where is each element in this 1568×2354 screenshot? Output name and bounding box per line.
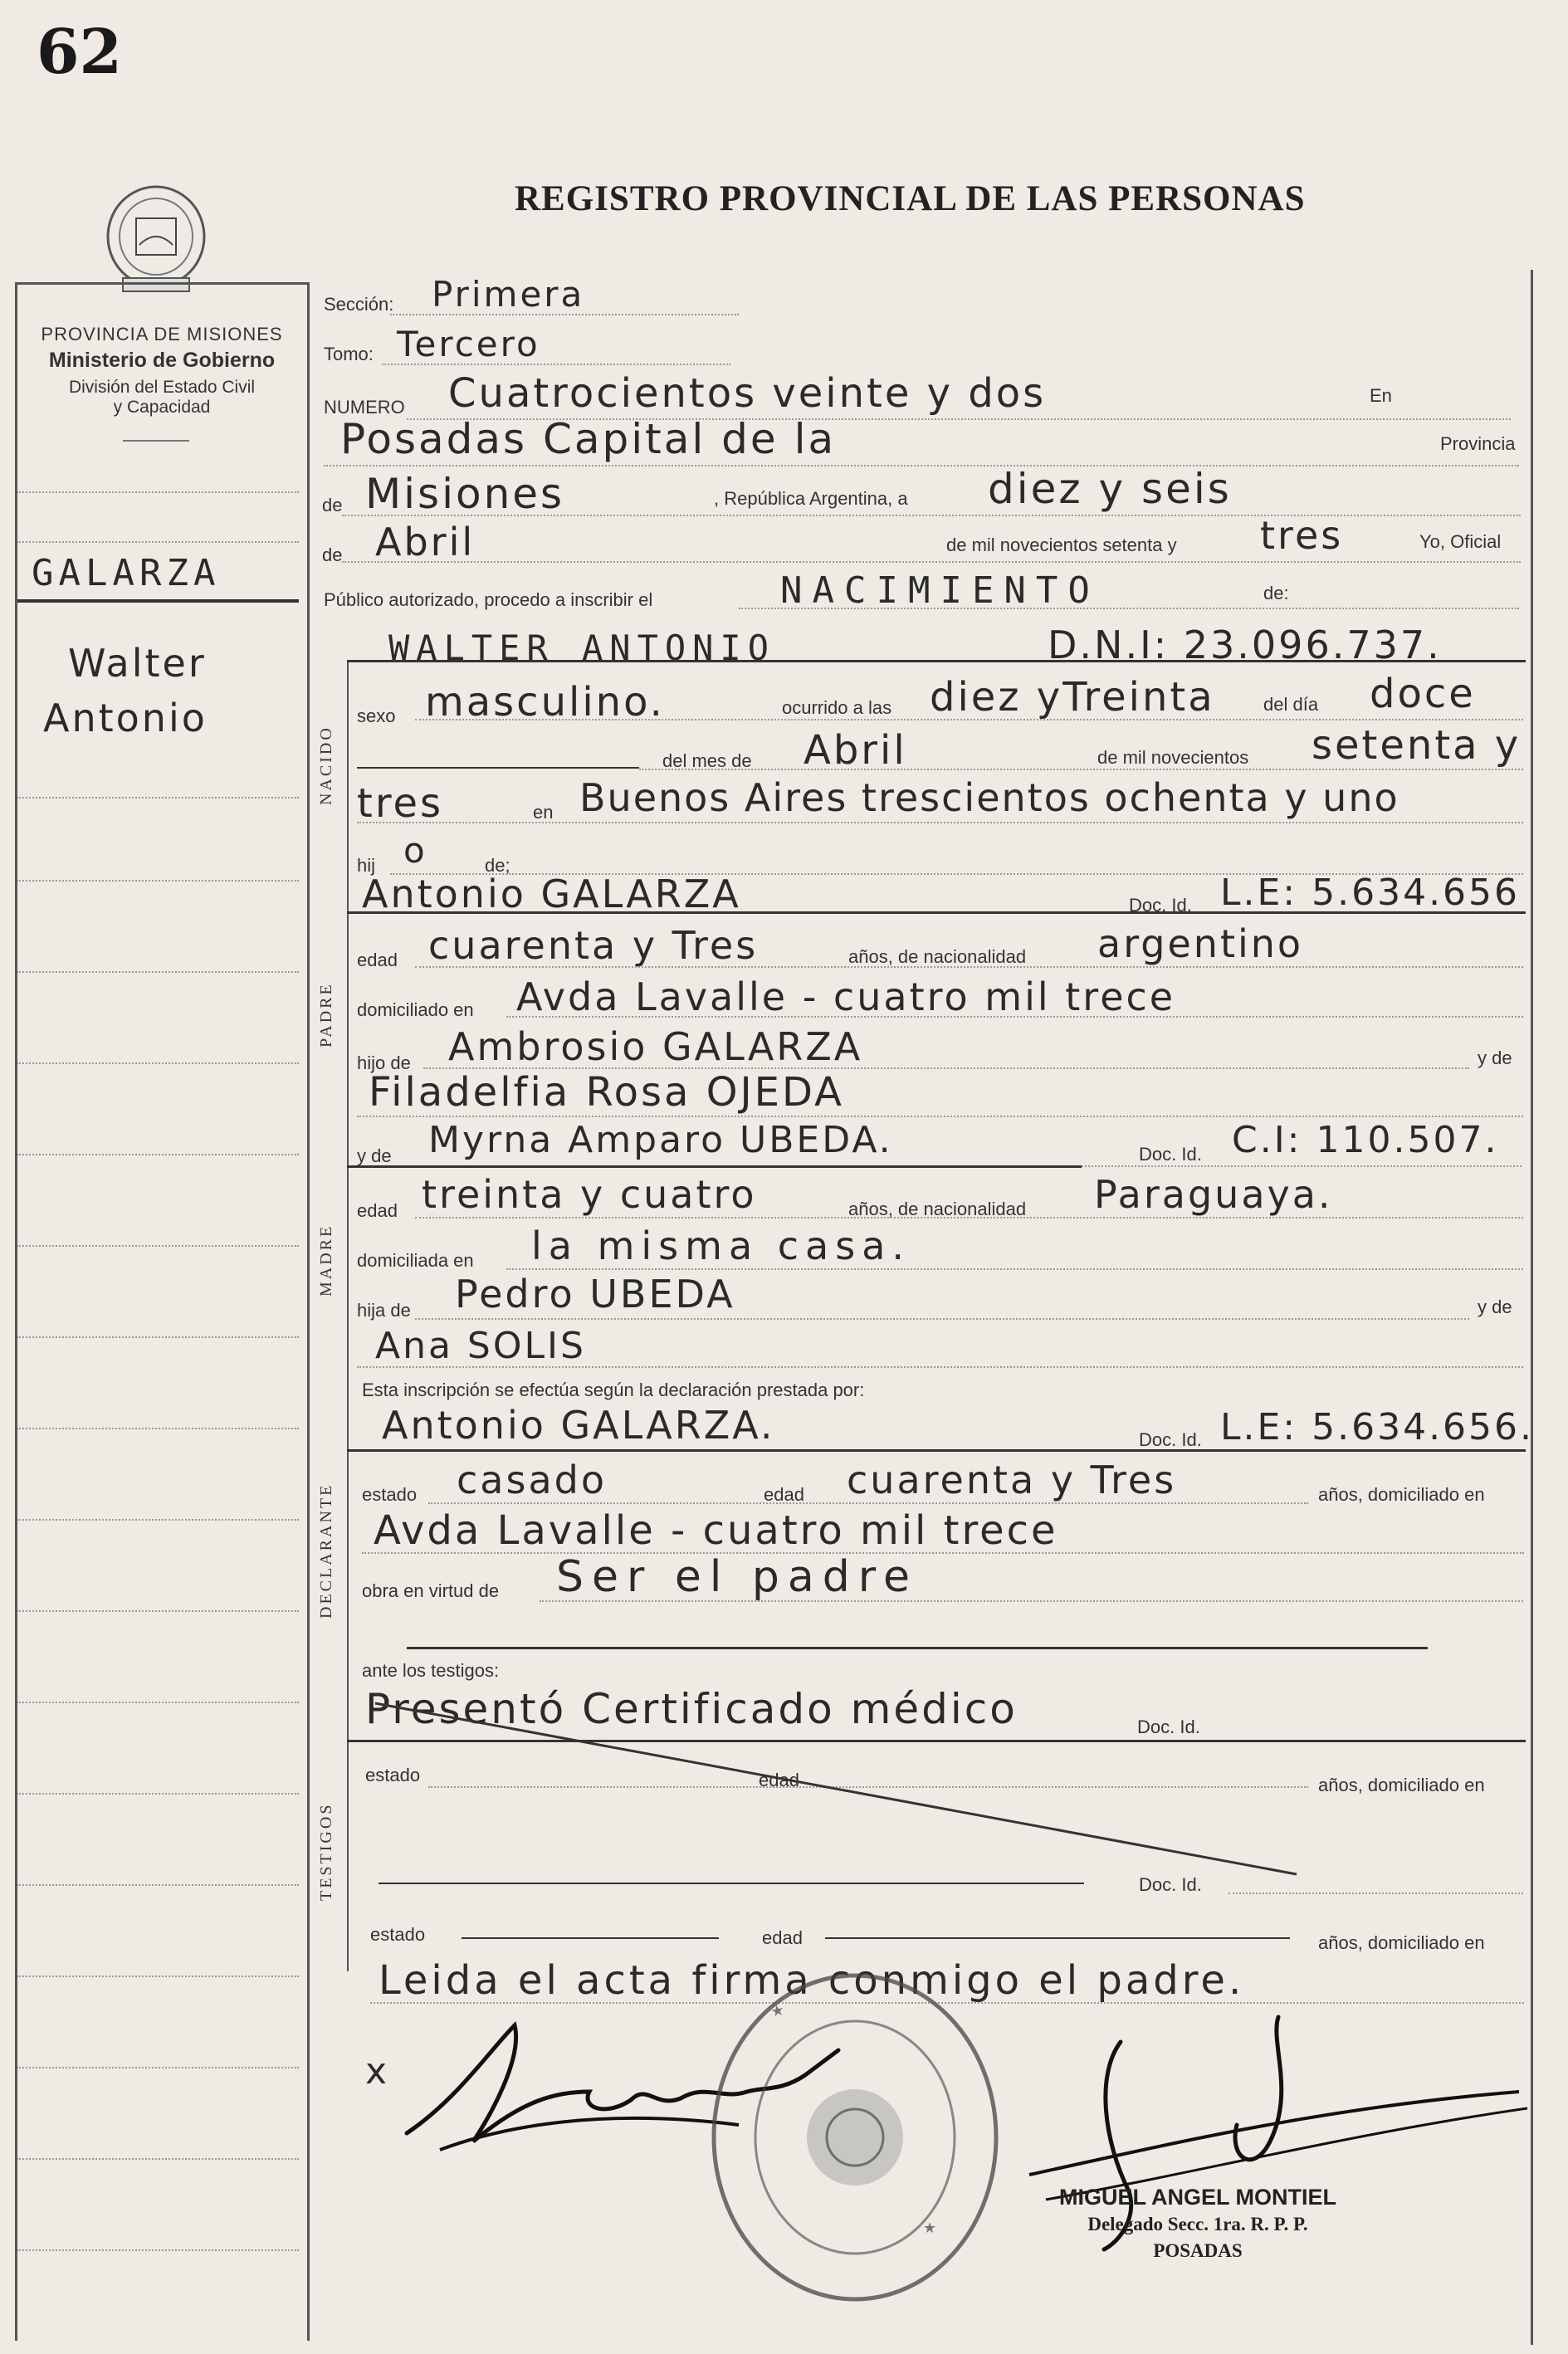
label-en-small: en bbox=[533, 802, 554, 823]
frame-divider-line bbox=[307, 282, 310, 2341]
value-sexo: masculino. bbox=[425, 679, 665, 725]
label-estado-t2: estado bbox=[370, 1924, 426, 1945]
label-de-colon: de: bbox=[1263, 583, 1289, 603]
sidebar-rule bbox=[17, 2249, 299, 2251]
value-tomo: Tercero bbox=[397, 324, 540, 364]
sidebar-rule bbox=[17, 1884, 299, 1886]
label-edad-decl: edad bbox=[764, 1484, 804, 1505]
section-label-madre: MADRE bbox=[317, 1223, 335, 1297]
value-abuelo-m: Pedro UBEDA bbox=[455, 1272, 735, 1316]
sidebar-rule bbox=[17, 1062, 299, 1064]
blank-line bbox=[357, 767, 639, 769]
value-fecha-mes: Abril bbox=[375, 520, 476, 564]
value-hora: diez yTreinta bbox=[930, 674, 1215, 720]
sidebar-header bbox=[17, 324, 307, 418]
label-domiciliada: domiciliada en bbox=[357, 1250, 474, 1271]
label-doc-id-1: Doc. Id. bbox=[1129, 895, 1192, 916]
estado-t2-line bbox=[462, 1937, 719, 1939]
sidebar-rule bbox=[17, 1428, 299, 1429]
label-ocurrido: ocurrido a las bbox=[782, 697, 892, 718]
section-label-padre: PADRE bbox=[317, 982, 335, 1048]
value-anio-2: tres bbox=[357, 780, 444, 827]
division-line-1: División del Estado Civil bbox=[68, 378, 256, 397]
value-madre-dom: la misma casa. bbox=[531, 1223, 911, 1268]
label-de-mil-2: de mil novecientos bbox=[1097, 747, 1249, 768]
label-doc-id-5: Doc. Id. bbox=[1139, 1874, 1202, 1895]
sidebar-given-1: Walter bbox=[68, 641, 207, 686]
svg-text:★: ★ bbox=[923, 2220, 937, 2237]
sidebar-rule bbox=[17, 1610, 299, 1612]
sidebar-rule bbox=[17, 541, 299, 543]
official-name: MIGUEL ANGEL MONTIEL bbox=[1058, 2185, 1336, 2210]
frame-top-left-line bbox=[15, 282, 307, 285]
label-y-de-madre: y de bbox=[357, 1145, 392, 1166]
label-de-1: de bbox=[322, 495, 343, 515]
sidebar-rule bbox=[17, 1519, 299, 1521]
sidebar-rule bbox=[17, 1976, 299, 1977]
sidebar-rule bbox=[17, 491, 299, 493]
value-decl-obra: Ser el padre bbox=[556, 1552, 918, 1602]
label-numero: NUMERO bbox=[324, 397, 405, 418]
value-numero: Cuatrocientos veinte y dos bbox=[448, 370, 1047, 417]
label-edad-madre: edad bbox=[357, 1200, 398, 1221]
label-estado-decl: estado bbox=[362, 1484, 418, 1505]
sidebar-rule bbox=[17, 1702, 299, 1703]
label-del-dia: del día bbox=[1263, 694, 1319, 715]
value-madre-nombre: Myrna Amparo UBEDA. bbox=[428, 1119, 893, 1161]
value-mes: Abril bbox=[804, 727, 907, 774]
section-label-testigos: TESTIGOS bbox=[317, 1802, 335, 1901]
value-decl-edad: cuarenta y Tres bbox=[847, 1458, 1177, 1502]
value-fecha-dia: diez y seis bbox=[988, 465, 1232, 513]
value-abuela-m: Ana SOLIS bbox=[375, 1325, 586, 1367]
value-madre-doc: C.I: 110.507. bbox=[1232, 1119, 1499, 1161]
label-anos-dom-t2: años, domiciliado en bbox=[1318, 1932, 1485, 1953]
sidebar-rule bbox=[17, 880, 299, 882]
label-anos-nac-padre: años, de nacionalidad bbox=[848, 946, 1027, 967]
label-seccion: Sección: bbox=[324, 294, 394, 315]
label-inscripcion: Esta inscripción se efectúa según la declaración prestada por: bbox=[362, 1380, 865, 1400]
sidebar-given-2: Antonio bbox=[43, 696, 208, 740]
label-anos-nac-madre: años, de nacionalidad bbox=[848, 1199, 1027, 1219]
label-edad-padre: edad bbox=[357, 950, 398, 970]
value-lugar-nac: Buenos Aires trescientos ochenta y uno bbox=[579, 775, 1399, 820]
sidebar-rule bbox=[17, 2067, 299, 2068]
sidebar-rule bbox=[17, 2158, 299, 2160]
label-edad-t1: edad bbox=[759, 1770, 799, 1790]
value-dia: doce bbox=[1370, 671, 1476, 717]
label-edad-t2: edad bbox=[762, 1927, 803, 1948]
label-doc-id-3: Doc. Id. bbox=[1139, 1429, 1202, 1450]
sidebar-rule bbox=[17, 797, 299, 799]
label-y-de-2: y de bbox=[1478, 1297, 1512, 1317]
label-hijo-de: hijo de bbox=[357, 1052, 411, 1073]
svg-text:★: ★ bbox=[769, 2000, 786, 2021]
nacido-top-line bbox=[347, 660, 1526, 662]
sidebar-rule bbox=[17, 1154, 299, 1155]
label-de-semicolon: de; bbox=[485, 855, 510, 876]
label-doc-id-2: Doc. Id. bbox=[1139, 1144, 1202, 1165]
label-de-mil: de mil novecientos setenta y bbox=[946, 535, 1177, 555]
value-declarante-doc: L.E: 5.634.656. bbox=[1220, 1406, 1535, 1448]
section-label-declarante: DECLARANTE bbox=[317, 1482, 335, 1619]
official-place: POSADAS bbox=[1153, 2240, 1243, 2261]
province-name: PROVINCIA DE MISIONES bbox=[41, 324, 283, 344]
mark-x: x bbox=[365, 2050, 390, 2093]
value-decl-estado: casado bbox=[457, 1458, 607, 1502]
cancel-stroke bbox=[370, 1693, 1300, 1892]
value-padre-edad: cuarenta y Tres bbox=[428, 923, 759, 968]
madre-top-line bbox=[347, 1165, 1082, 1168]
label-doc-id-4: Doc. Id. bbox=[1137, 1717, 1200, 1737]
page-number: 62 bbox=[37, 17, 122, 88]
label-testigos: ante los testigos: bbox=[362, 1660, 500, 1681]
value-dni-nacido: D.N.I: 23.096.737. bbox=[1048, 623, 1442, 667]
document-title: REGISTRO PROVINCIAL DE LAS PERSONAS bbox=[515, 179, 1306, 218]
value-padre-nac: argentino bbox=[1097, 921, 1304, 966]
value-nombre-nacido: WALTER ANTONIO bbox=[388, 628, 776, 668]
sidebar-divider bbox=[123, 440, 189, 442]
label-yo-oficial: Yo, Oficial bbox=[1419, 531, 1502, 552]
official-stamp-block bbox=[1019, 2185, 1376, 2262]
edad-t2-line bbox=[825, 1937, 1290, 1939]
value-seccion: Primera bbox=[432, 274, 585, 315]
sidebar-rule bbox=[17, 1793, 299, 1795]
label-republica: , República Argentina, a bbox=[714, 488, 908, 509]
value-testigos-nota: Presentó Certificado médico bbox=[365, 1685, 1018, 1733]
value-madre-nac: Paraguaya. bbox=[1094, 1172, 1333, 1217]
value-declarante: Antonio GALARZA. bbox=[382, 1403, 775, 1448]
value-cierre: Leida el acta firma conmigo el padre. bbox=[379, 1957, 1245, 2004]
label-hija-de: hija de bbox=[357, 1300, 411, 1321]
label-sexo: sexo bbox=[357, 706, 396, 726]
value-decl-dom: Avda Lavalle - cuatro mil trece bbox=[374, 1507, 1058, 1554]
label-anos-dom-decl: años, domiciliado en bbox=[1318, 1484, 1485, 1505]
official-title: Delegado Secc. 1ra. R. P. P. bbox=[1087, 2214, 1308, 2234]
value-hij-suffix: o bbox=[403, 830, 427, 871]
label-del-mes: del mes de bbox=[662, 750, 752, 771]
value-anio: setenta y bbox=[1312, 722, 1522, 769]
sidebar-surname: GALARZA bbox=[32, 552, 221, 594]
padre-top-line bbox=[347, 911, 1526, 914]
obra-underline bbox=[407, 1647, 1428, 1649]
value-padre-dom: Avda Lavalle - cuatro mil trece bbox=[516, 974, 1176, 1019]
value-padre-nombre: Antonio GALARZA bbox=[362, 872, 741, 916]
sidebar-surname-line bbox=[15, 599, 299, 603]
value-tipo: NACIMIENTO bbox=[780, 569, 1100, 612]
value-padre-doc: L.E: 5.634.656 bbox=[1220, 872, 1521, 914]
value-madre-edad: treinta y cuatro bbox=[422, 1172, 757, 1217]
value-fecha-anio: tres bbox=[1260, 513, 1344, 558]
label-y-de-1: y de bbox=[1478, 1048, 1512, 1068]
frame-left-line bbox=[15, 282, 17, 2341]
label-hij: hij bbox=[357, 855, 376, 876]
value-abuela: Filadelfia Rosa OJEDA bbox=[369, 1069, 844, 1116]
division-line-2: y Capacidad bbox=[113, 398, 211, 417]
label-de-2: de bbox=[322, 545, 343, 565]
label-estado-t1: estado bbox=[365, 1765, 421, 1785]
section-inner-line bbox=[347, 660, 349, 1971]
sidebar-rule bbox=[17, 971, 299, 973]
witness-2-line bbox=[379, 1883, 1084, 1884]
declarante-top-line bbox=[347, 1449, 1526, 1452]
label-anos-dom-t1: años, domiciliado en bbox=[1318, 1775, 1485, 1795]
label-domiciliado-padre: domiciliado en bbox=[357, 999, 474, 1020]
value-provincia: Misiones bbox=[365, 470, 565, 518]
label-obra: obra en virtud de bbox=[362, 1580, 500, 1601]
label-en: En bbox=[1370, 385, 1392, 406]
label-tomo: Tomo: bbox=[324, 344, 374, 364]
label-provincia: Provincia bbox=[1440, 433, 1516, 454]
ministry-name: Ministerio de Gobierno bbox=[48, 349, 276, 372]
section-label-nacido: NACIDO bbox=[317, 725, 335, 805]
official-seal bbox=[706, 1967, 1004, 2308]
sidebar-rule bbox=[17, 1336, 299, 1338]
value-abuelo: Ambrosio GALARZA bbox=[448, 1024, 863, 1069]
value-lugar: Posadas Capital de la bbox=[340, 415, 837, 463]
label-publico: Público autorizado, procedo a inscribir el bbox=[324, 589, 653, 610]
sidebar-rule bbox=[17, 1245, 299, 1247]
